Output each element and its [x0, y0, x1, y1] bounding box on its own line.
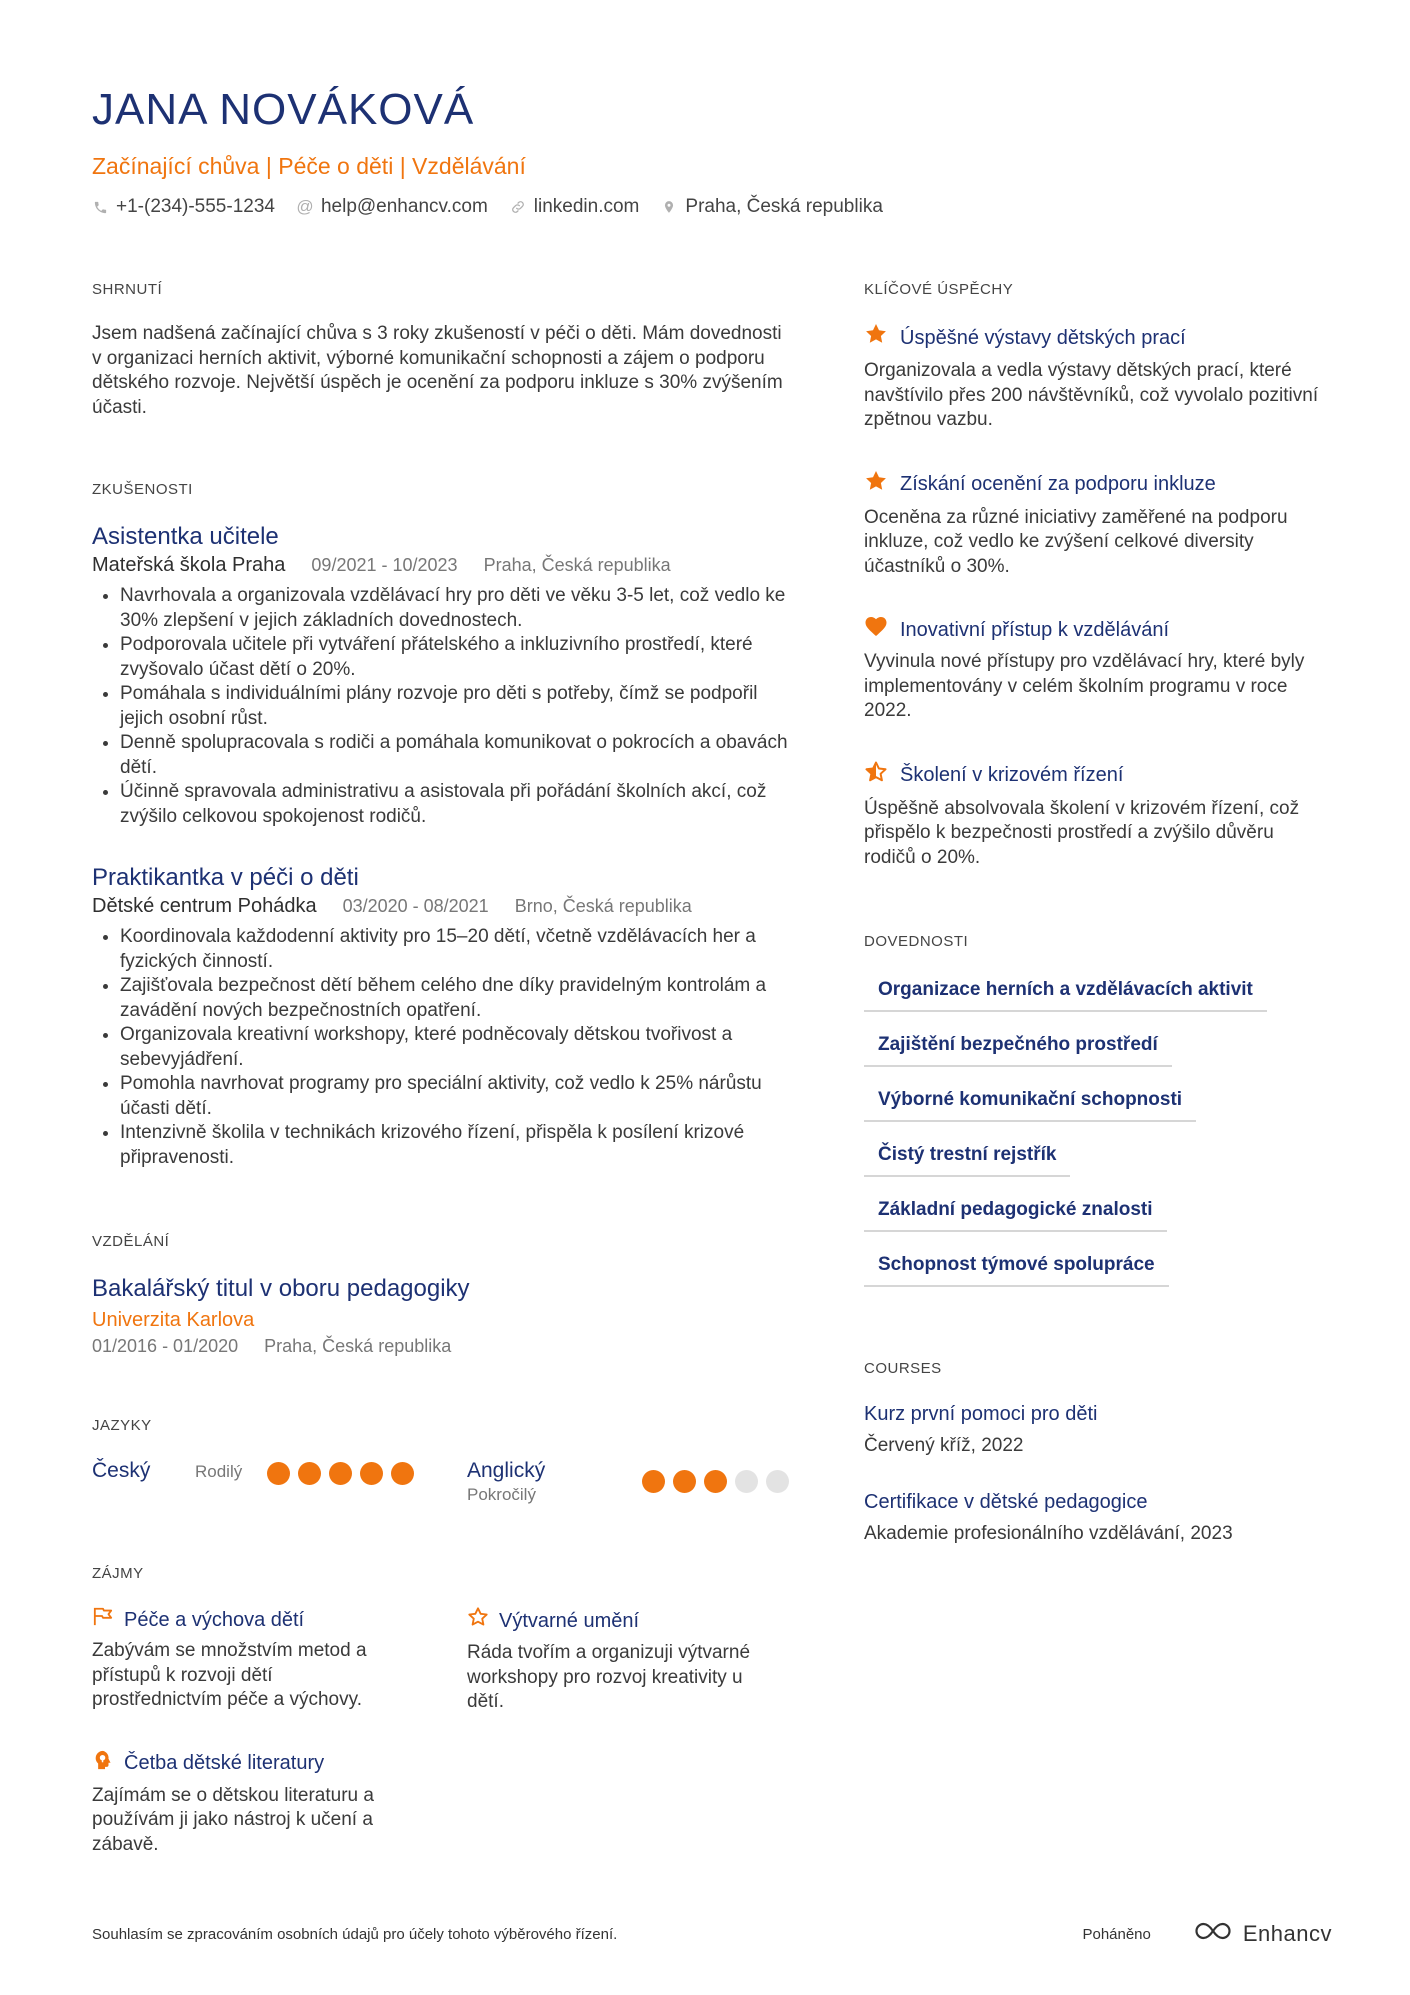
phone-icon	[92, 199, 108, 215]
summary-text: Jsem nadšená začínající chůva s 3 roky zkušeností v péči o děti. Mám dovednosti v organizaci herních aktivit, výborné komunikační schopnosti a zájem o podporu dětského rozvoje. Největší úspěch je ocenění za podporu inkluze s 30% zvýšením účasti.	[92, 323, 783, 418]
language-item	[467, 1458, 792, 1506]
footer	[92, 1920, 1332, 1948]
language-level: Rodilý	[195, 1462, 243, 1481]
job-meta	[92, 552, 792, 578]
skills-title: DOVEDNOSTI	[864, 933, 969, 950]
link-icon	[510, 199, 526, 215]
job-bullet: • Podporovala učitele při vytváření přátelského a inkluzivního prostředí, které zvyšovalo účast dětí o 20%.	[120, 633, 792, 682]
courses-section	[864, 1359, 1329, 1547]
interest-heading	[467, 1606, 792, 1635]
at-icon: @	[296, 197, 314, 216]
achievement-heading	[864, 322, 1329, 353]
star-icon	[864, 469, 888, 500]
heart-icon	[864, 615, 888, 644]
interest-heading	[92, 1749, 467, 1778]
interest-text: Zajímám se o dětskou literaturu a používám ji jako nástroj k učení a zábavě.	[92, 1784, 374, 1855]
job-dates: 03/2020 - 08/2021	[342, 896, 489, 916]
location-pin-icon	[661, 199, 677, 215]
education-section	[92, 1232, 792, 1358]
experience-item	[92, 522, 792, 829]
job-bullet: • Denně spolupracovala s rodiči a pomáhala komunikovat o pokrocích a obavách dětí.	[120, 731, 792, 780]
edu-location: Praha, Česká republika	[264, 1336, 452, 1356]
phone-text: +1-(234)-555-1234	[116, 196, 275, 217]
flag-icon	[92, 1606, 114, 1633]
edu-school: Univerzita Karlova	[92, 1309, 255, 1331]
education-title: VZDĚLÁNÍ	[92, 1233, 170, 1250]
job-role: Praktikantka v péči o děti	[92, 864, 359, 891]
job-meta	[92, 893, 792, 919]
skill-tag: Zajištění bezpečného prostředí	[864, 1029, 1172, 1067]
rating-dot	[642, 1470, 665, 1493]
languages-section	[92, 1416, 792, 1506]
course-title: Certifikace v dětské pedagogice	[864, 1491, 1148, 1513]
job-bullet: • Navrhovala a organizovala vzdělávací hry pro děti ve věku 3-5 let, což vedlo ke 30% zlepšení v jejich základních dovednostech.	[120, 584, 792, 633]
achievement-title: Inovativní přístup k vzdělávání	[900, 618, 1170, 641]
achievement-heading	[864, 615, 1329, 644]
rating-dot	[267, 1462, 290, 1485]
rating-dot	[391, 1462, 414, 1485]
job-bullet: • Koordinovala každodenní aktivity pro 15–20 dětí, včetně vzdělávacích her a fyzických činností.	[120, 925, 792, 974]
achievement-text: Vyvinula nové přístupy pro vzdělávací hry, které byly implementovány v celém školním programu v roce 2022.	[864, 651, 1305, 721]
brand-name: Enhancv	[1242, 1921, 1332, 1946]
achievement-heading	[864, 469, 1329, 500]
edu-degree: Bakalářský titul v oboru pedagogiky	[92, 1275, 470, 1302]
experience-title: ZKUŠENOSTI	[92, 481, 193, 498]
language-rating	[267, 1462, 414, 1485]
tagline: Začínající chůva | Péče o děti | Vzdělávání	[92, 153, 526, 179]
resume-header	[92, 84, 1332, 220]
rating-dot	[766, 1470, 789, 1493]
rating-dot	[329, 1462, 352, 1485]
interests-grid	[92, 1606, 792, 1857]
interests-section	[92, 1564, 792, 1857]
left-column	[92, 280, 792, 1857]
star-outline-icon	[467, 1606, 489, 1635]
contact-bar	[92, 194, 1332, 220]
rating-dot	[704, 1470, 727, 1493]
skill-tag: Čistý trestní rejstřík	[864, 1139, 1070, 1177]
language-item	[92, 1458, 467, 1506]
language-name: Český	[92, 1459, 151, 1482]
achievement-item	[864, 322, 1329, 433]
language-info	[92, 1458, 267, 1484]
head-idea-icon	[92, 1749, 114, 1778]
language-rating	[642, 1470, 789, 1493]
rating-dot	[673, 1470, 696, 1493]
achievement-item	[864, 469, 1329, 580]
skill-tag: Výborné komunikační schopnosti	[864, 1084, 1196, 1122]
language-name: Anglický	[467, 1459, 546, 1482]
interest-text: Zabývám se množstvím metod a přístupů k rozvoji dětí prostřednictvím péče a výchovy.	[92, 1640, 367, 1710]
achievements-section	[864, 280, 1329, 870]
course-item	[864, 1489, 1329, 1547]
interest-item	[92, 1606, 467, 1715]
job-company: Dětské centrum Pohádka	[92, 895, 317, 917]
candidate-name: JANA NOVÁKOVÁ	[92, 85, 475, 134]
interest-heading	[92, 1606, 467, 1633]
job-bullet: • Zajišťovala bezpečnost dětí během celého dne díky pravidelným kontrolám a zavádění nových bezpečnostních opatření.	[120, 974, 792, 1023]
edu-dates: 01/2016 - 01/2020	[92, 1336, 239, 1356]
achievements-title: KLÍČOVÉ ÚSPĚCHY	[864, 281, 1014, 298]
contact-linkedin[interactable]	[510, 194, 640, 220]
interests-title: ZÁJMY	[92, 1565, 144, 1582]
linkedin-text: linkedin.com	[533, 196, 640, 217]
infinity-icon	[1191, 1920, 1235, 1948]
job-location: Praha, Česká republika	[483, 555, 671, 575]
job-company: Mateřská škola Praha	[92, 554, 286, 576]
contact-email[interactable]	[297, 194, 488, 220]
job-bullet: • Pomáhala s individuálními plány rozvoje pro děti s potřeby, čímž se podpořil jejich osobní růst.	[120, 682, 792, 731]
powered-by[interactable]	[1082, 1920, 1332, 1948]
job-bullet: • Pomohla navrhovat programy pro speciální aktivity, což vedlo k 25% nárůstu účasti dětí.	[120, 1072, 792, 1121]
achievement-title: Školení v krizovém řízení	[900, 764, 1124, 786]
achievement-text: Oceněna za různé iniciativy zaměřené na podporu inkluze, což vedlo ke zvýšení celkové diversity účastníků o 30%.	[864, 506, 1288, 577]
interest-title: Četba dětské literatury	[124, 1752, 325, 1774]
achievement-text: Úspěšně absolvovala školení v krizovém řízení, což přispělo k bezpečnosti prostředí a zvýšilo důvěru rodičů o 20%.	[864, 797, 1300, 868]
course-org: Akademie profesionálního vzdělávání, 2023	[864, 1523, 1233, 1544]
skill-tag: Schopnost týmové spolupráce	[864, 1249, 1169, 1287]
job-bullet: • Intenzivně školila v technikách krizového řízení, přispěla k posílení krizové připravenosti.	[120, 1121, 792, 1170]
course-org: Červený kříž, 2022	[864, 1435, 1024, 1456]
achievement-item	[864, 615, 1329, 724]
powered-label: Poháněno	[1082, 1925, 1151, 1943]
job-bullets	[92, 925, 792, 1170]
interest-title: Péče a výchova dětí	[124, 1608, 305, 1631]
language-level: Pokročilý	[467, 1485, 536, 1504]
brand-logo[interactable]	[1191, 1920, 1332, 1948]
course-item	[864, 1401, 1329, 1459]
email-text: help@enhancv.com	[320, 196, 488, 217]
half-star-icon	[864, 760, 888, 791]
rating-dot	[360, 1462, 383, 1485]
language-info	[467, 1458, 642, 1506]
summary-title: SHRNUTÍ	[92, 281, 163, 298]
summary-section	[92, 280, 792, 420]
rating-dot	[298, 1462, 321, 1485]
interest-item	[467, 1606, 792, 1715]
job-bullet: • Organizovala kreativní workshopy, které podněcovaly dětskou tvořivost a sebevyjádření.	[120, 1023, 792, 1072]
job-bullet: • Účinně spravovala administrativu a asistovala při pořádání školních akcí, což zvýšilo celkovou spokojenost rodičů.	[120, 780, 792, 829]
experience-section	[92, 480, 792, 1170]
achievement-item	[864, 760, 1329, 871]
courses-title: COURSES	[864, 1360, 942, 1377]
languages-title: JAZYKY	[92, 1417, 152, 1434]
rating-dot	[735, 1470, 758, 1493]
job-role: Asistentka učitele	[92, 523, 279, 550]
edu-meta	[92, 1334, 792, 1358]
skills-section	[864, 932, 1329, 1287]
star-icon	[864, 322, 888, 353]
experience-item	[92, 863, 792, 1170]
achievement-title: Získání ocenění za podporu inkluze	[900, 473, 1216, 495]
skill-tag: Organizace herních a vzdělávacích aktivit	[864, 974, 1267, 1012]
achievement-text: Organizovala a vedla výstavy dětských prací, které navštívilo přes 200 návštěvníků, což vyvolalo pozitivní zpětnou vazbu.	[864, 360, 1319, 430]
contact-phone[interactable]	[92, 194, 275, 220]
course-title: Kurz první pomoci pro děti	[864, 1403, 1098, 1425]
job-bullets	[92, 584, 792, 829]
right-column	[864, 280, 1329, 1577]
achievement-title: Úspěšné výstavy dětských prací	[900, 326, 1186, 349]
consent-text: Souhlasím se zpracováním osobních údajů pro účely tohoto výběrového řízení.	[92, 1925, 618, 1943]
skill-tag: Základní pedagogické znalosti	[864, 1194, 1167, 1232]
achievement-heading	[864, 760, 1329, 791]
interest-item	[92, 1749, 467, 1858]
languages-row	[92, 1458, 792, 1506]
job-dates: 09/2021 - 10/2023	[311, 555, 458, 575]
job-location: Brno, Česká republika	[514, 896, 692, 916]
interest-text: Ráda tvořím a organizuji výtvarné workshopy pro rozvoj kreativity u dětí.	[467, 1642, 751, 1712]
interest-title: Výtvarné umění	[499, 1609, 640, 1632]
location-text: Praha, Česká republika	[685, 196, 883, 217]
contact-location	[661, 194, 883, 220]
